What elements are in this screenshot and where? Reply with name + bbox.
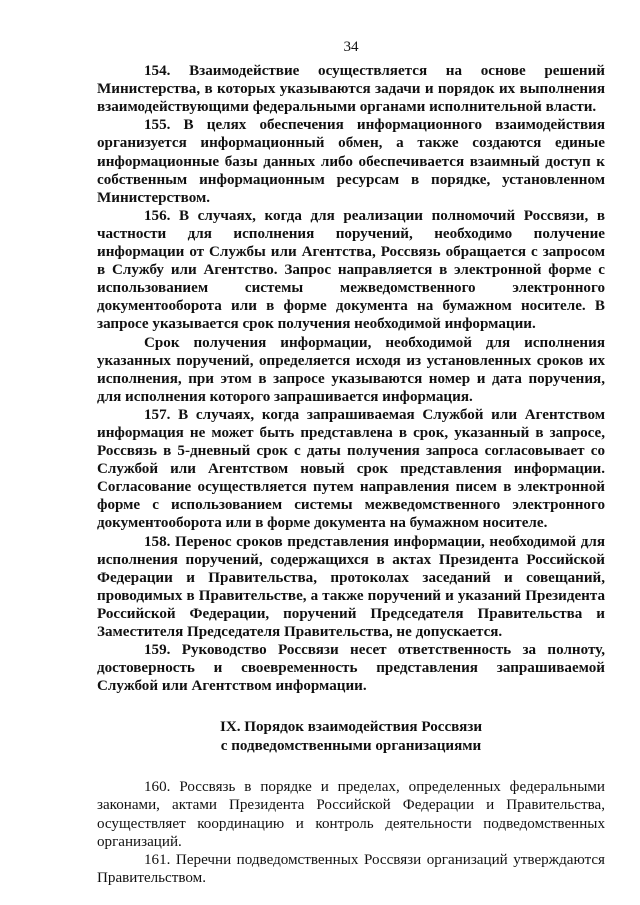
section-heading [97, 718, 605, 755]
page-number: 34 [343, 39, 359, 55]
paragraph-156-continuation: Срок получения информации, необходимой для исполнения указанных поручений, определяется исходя из установленных сроков их исполнения, при этом в запросе указываются номер и дата поручения, для исполнения которого запрашивается информация. [97, 334, 605, 405]
paragraph-159: 159. Руководство Россвязи несет ответственность за полноту, достоверность и своевременность представления запрашиваемой Службой или Агентством информации. [97, 642, 605, 695]
paragraph-161: 161. Перечни подведомственных Россвязи организаций утверждаются Правительством. [97, 851, 605, 886]
section-heading-line-2: с подведомственными организациями [220, 737, 482, 754]
paragraph-157: 157. В случаях, когда запрашиваемая Службой или Агентством информация не может быть представлена в срок, указанный в запросе, Россвязь в 5-дневный срок с даты получения запроса согласовывает со Службой или Агентством новый срок представления информации. Согласование осуществляется путем направления писем в электронной форме с использованием системы межведомственного электронного документооборота или в форме документа на бумажном носителе. [97, 406, 605, 532]
document-page [97, 38, 605, 887]
paragraph-160: 160. Россвязь в порядке и пределах, определенных федеральными законами, актами Президента Российской Федерации и Правительства, осуществляет координацию и контроль деятельности подведомственных организаций. [97, 779, 605, 850]
paragraph-155: 155. В целях обеспечения информационного взаимодействия организуется информационный обмен, а также создаются единые информационные базы данных либо обеспечивается взаимный доступ к собственным информационным ресурсам в порядке, установленном Министерством. [97, 117, 605, 206]
paragraph-158: 158. Перенос сроков представления информации, необходимой для исполнения поручений, содержащихся в актах Президента Российской Федерации и Правительства, протоколах заседаний и совещаний, проводимых в Правительстве, а также поручений и указаний Президента Российской Федерации, поручений Председателя Правительства и Заместителя Председателя Правительства, не допускается. [97, 533, 605, 640]
section-heading-line-1: IX. Порядок взаимодействия Россвязи [219, 719, 483, 736]
paragraph-156: 156. В случаях, когда для реализации полномочий Россвязи, в частности для исполнения поручений, необходимо получение информации от Службы или Агентства, Россвязь обращается с запросом в Службу или Агентство. Запрос направляется в электронной форме с использованием системы межведомственного электронного документооборота или в форме документа на бумажном носителе. В запросе указывается срок получения необходимой информации. [97, 207, 605, 333]
paragraph-154: 154. Взаимодействие осуществляется на основе решений Министерства, в которых указываются задачи и порядок их выполнения взаимодействующими федеральными органами исполнительной власти. [97, 63, 605, 116]
